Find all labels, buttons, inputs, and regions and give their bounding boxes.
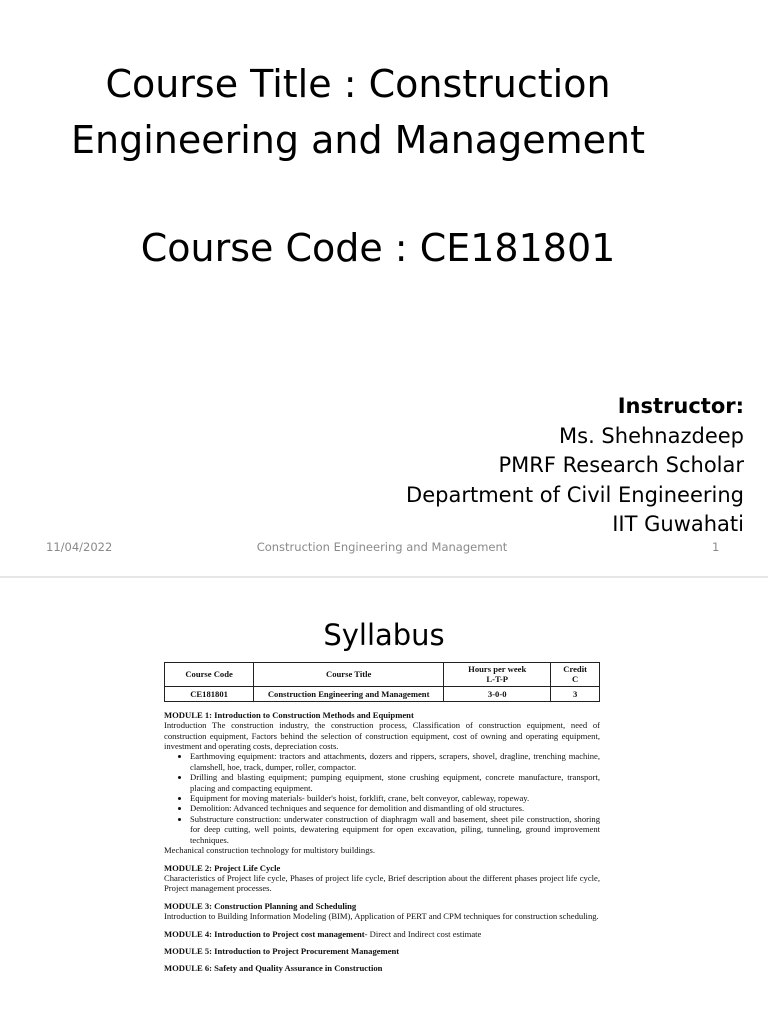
module-heading: MODULE 4: Introduction to Project cost management	[164, 928, 365, 939]
course-info-table	[164, 662, 600, 702]
table-header-row	[165, 663, 600, 687]
module-text: Introduction to Building Information Modeling (BIM), Application of PERT and CPM techniques for construction scheduling.	[164, 911, 599, 922]
instructor-department: Department of Civil Engineering	[406, 482, 744, 507]
instructor-block	[406, 392, 744, 540]
course-code: Course Code : CE181801	[140, 226, 616, 270]
module-heading: MODULE 5: Introduction to Project Procurement Management	[164, 945, 400, 956]
table-header-cell: Credit C	[551, 663, 600, 687]
instructor-institute: IIT Guwahati	[612, 512, 744, 536]
list-item: • Drilling and blasting equipment; pumping equipment, stone crushing equipment, concrete manufacture, transport, placing and compacting equipment.	[190, 772, 600, 793]
syllabus-title: Syllabus	[323, 618, 445, 652]
table-header-cell: Hours per week L-T-P	[444, 663, 551, 687]
module-heading: MODULE 2: Project Life Cycle	[164, 862, 281, 873]
syllabus-document	[164, 662, 600, 974]
list-item: • Equipment for moving materials- builder's hoist, forklift, crane, belt conveyor, cableway, ropeway.	[190, 793, 600, 803]
table-cell: CE181801	[165, 686, 254, 701]
module-text: Introduction The construction industry, the construction process, Classification of construction equipment, need of construction equipment, Factors behind the selection of construction equipment, cost of owning and operating equipment, investment and operating costs, depreciation costs.	[164, 720, 600, 752]
module-heading: MODULE 3: Construction Planning and Scheduling	[164, 900, 357, 911]
course-title-line2: Engineering and Management	[71, 118, 645, 162]
list-item: • Earthmoving equipment: tractors and attachments, dozers and rippers, scrapers, shovel, dragline, trenching machine, clamshell, hoe, track, dumper, roller, compactor.	[190, 751, 600, 772]
instructor-name: Ms. Shehnazdeep	[559, 423, 744, 448]
table-cell: Construction Engineering and Management	[254, 686, 444, 701]
list-item: • Substructure construction: underwater construction of diaphragm wall and basement, sheet pile construction, shoring for deep cutting, well points, dewatering equipment for open excavation, piling, tunneling, ground improvement techniques.	[190, 814, 600, 845]
module-heading: MODULE 1: Introduction to Construction Methods and Equipment	[164, 709, 414, 720]
module-heading: MODULE 6: Safety and Quality Assurance in Construction	[164, 963, 383, 974]
instructor-heading: Instructor:	[617, 394, 744, 418]
module-text: Mechanical construction technology for multistory buildings.	[164, 845, 375, 856]
syllabus-slide	[0, 578, 768, 1024]
table-cell: 3-0-0	[444, 686, 551, 701]
table-header-cell: Course Title	[254, 663, 444, 687]
module-4-line	[164, 929, 600, 939]
instructor-role: PMRF Research Scholar	[498, 453, 744, 477]
course-title-line1: Course Title : Construction	[105, 62, 611, 106]
module-text: Characteristics of Project life cycle, Phases of project life cycle, Brief description about the different phases project life cycle, Project management processes.	[164, 872, 600, 894]
footer-course-name: Construction Engineering and Management	[256, 540, 508, 554]
list-item: • Demolition: Advanced techniques and sequence for demolition and dismantling of old structures.	[190, 803, 600, 813]
table-cell: 3	[551, 686, 600, 701]
footer-page-number: 1	[712, 540, 720, 554]
module-bullet-list	[190, 751, 600, 845]
footer-date: 11/04/2022	[46, 540, 113, 554]
table-row	[165, 686, 600, 701]
module-text: - Direct and Indirect cost estimate	[364, 928, 482, 939]
table-header-cell: Course Code	[165, 663, 254, 687]
